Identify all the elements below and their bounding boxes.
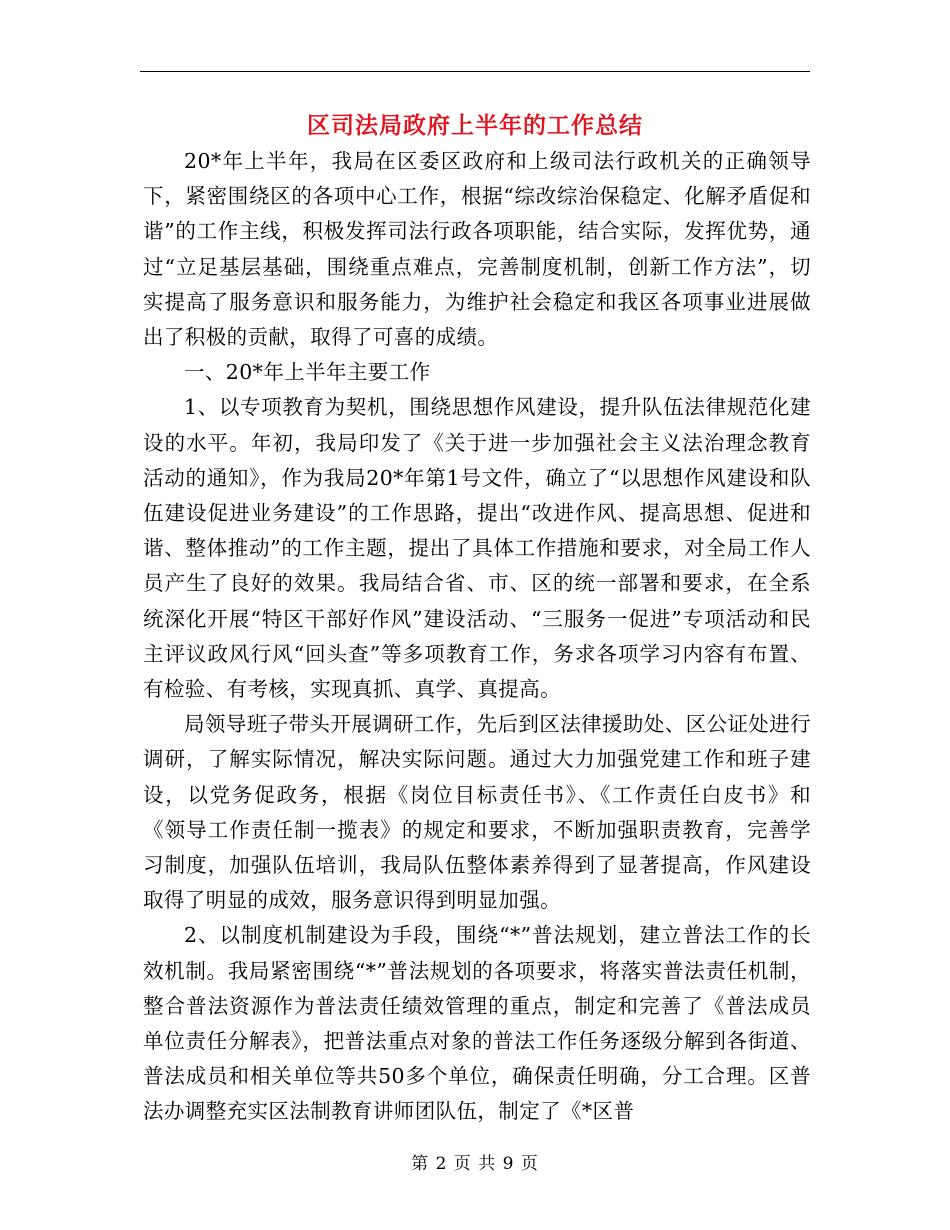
document-body (143, 144, 811, 1130)
page-number: 第 2 页 共 9 页 (411, 1154, 539, 1174)
document-title: 区司法局政府上半年的工作总结 (307, 112, 643, 139)
header-rule (140, 71, 810, 72)
intro-paragraph: 20*年上半年，我局在区委区政府和上级司法行政机关的正确领导下，紧密围绕区的各项中心工作，根据“综改综治保稳定、化解矛盾促和谐”的工作主线，积极发挥司法行政各项职能，结合实际，发挥优势，通过“立足基层基础，围绕重点难点，完善制度机制，创新工作方法”，切实提高了服务意识和服务能力，为维护社会稳定和我区各项事业进展做出了积极的贡献，取得了可喜的成绩。 (143, 149, 811, 350)
body-paragraph: 1、以专项教育为契机，围绕思想作风建设，提升队伍法律规范化建设的水平。年初，我局印发了《关于进一步加强社会主义法治理念教育活动的通知》，作为我局20*年第1号文件，确立了“以思想作风建设和队伍建设促进业务建设”的工作思路，提出“改进作风、提高思想、促进和谐、整体推动”的工作主题，提出了具体工作措施和要求，对全局工作人员产生了良好的效果。我局结合省、市、区的统一部署和要求，在全系统深化开展“特区干部好作风”建设活动、“三服务一促进”专项活动和民主评议政风行风“回头查”等多项教育工作，务求各项学习内容有布置、有检验、有考核，实现真抓、真学、真提高。 (143, 395, 811, 702)
section-heading: 一、20*年上半年主要工作 (184, 360, 431, 385)
body-paragraph: 局领导班子带头开展调研工作，先后到区法律援助处、区公证处进行调研，了解实际情况，解决实际问题。通过大力加强党建工作和班子建设，以党务促政务，根据《岗位目标责任书》、《工作责任白皮书》和《领导工作责任制一揽表》的规定和要求，不断加强职责教育，完善学习制度，加强队伍培训，我局队伍整体素养得到了显著提高，作风建设取得了明显的成效，服务意识得到明显加强。 (143, 712, 811, 913)
body-paragraph: 2、以制度机制建设为手段，围绕“*”普法规划，建立普法工作的长效机制。我局紧密围绕“*”普法规划的各项要求，将落实普法责任机制，整合普法资源作为普法责任绩效管理的重点，制定和完善了《普法成员单位责任分解表》，把普法重点对象的普法工作任务逐级分解到各街道、普法成员和相关单位等共50多个单位，确保责任明确，分工合理。区普法办调整充实区法制教育讲师团队伍，制定了《*区普 (143, 923, 811, 1124)
